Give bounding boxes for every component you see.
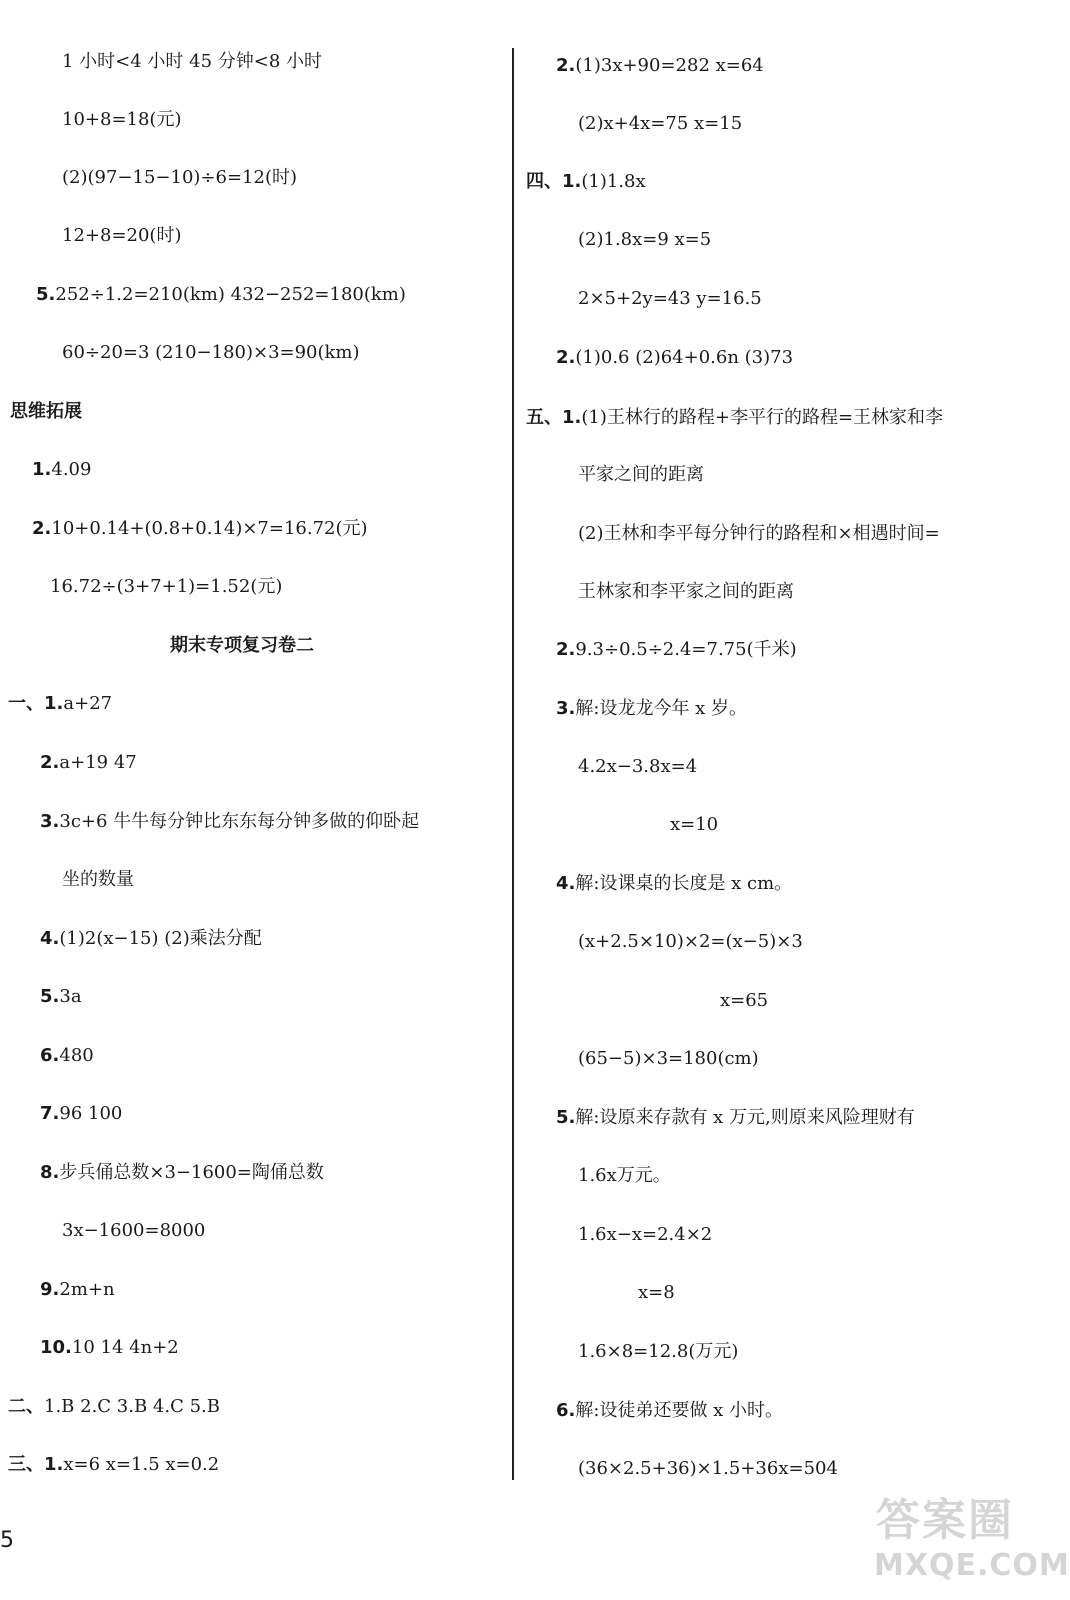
answer-line: 五、1.(1)王林行的路程+李平行的路程=王林家和李 <box>526 407 944 428</box>
answer-line: 1.6x−x=2.4×2 <box>578 1224 713 1245</box>
answer-line: (2)1.8x=9 x=5 <box>578 229 712 250</box>
answer-line: 9.2m+n <box>40 1279 115 1300</box>
answer-line: 3x−1600=8000 <box>62 1220 206 1241</box>
answer-line: 2.a+19 47 <box>40 752 137 773</box>
answer-line: (65−5)×3=180(cm) <box>578 1048 759 1069</box>
answer-line: 3.3c+6 牛牛每分钟比东东每分钟多做的仰卧起 <box>40 811 420 832</box>
answer-line: 2.(1)0.6 (2)64+0.6n (3)73 <box>556 347 794 368</box>
answer-line: 60÷20=3 (210−180)×3=90(km) <box>62 342 360 363</box>
answer-line: 2×5+2y=43 y=16.5 <box>578 288 762 309</box>
answer-line: 5.解:设原来存款有 x 万元,则原来风险理财有 <box>556 1107 915 1128</box>
answer-line: (x+2.5×10)×2=(x−5)×3 <box>578 931 803 952</box>
answer-line: 平家之间的距离 <box>578 464 704 485</box>
answer-line: 1.4.09 <box>32 459 92 480</box>
answer-line: 12+8=20(时) <box>62 225 182 246</box>
column-divider <box>512 48 514 1480</box>
answer-line: 4.2x−3.8x=4 <box>578 756 698 777</box>
answer-line: 7.96 100 <box>40 1103 123 1124</box>
answer-line: x=10 <box>670 814 719 835</box>
answer-line: 2.10+0.14+(0.8+0.14)×7=16.72(元) <box>32 518 368 539</box>
answer-line: 3.解:设龙龙今年 x 岁。 <box>556 698 748 719</box>
answer-line: 16.72÷(3+7+1)=1.52(元) <box>50 576 283 597</box>
answer-line: 二、1.B 2.C 3.B 4.C 5.B <box>8 1396 220 1417</box>
answer-line: 5.3a <box>40 986 82 1007</box>
answer-line: 4.解:设课桌的长度是 x cm。 <box>556 873 793 894</box>
answer-line: 2.9.3÷0.5÷2.4=7.75(千米) <box>556 639 797 660</box>
answer-line: 8.步兵俑总数×3−1600=陶俑总数 <box>40 1162 324 1183</box>
answer-line: 5.252÷1.2=210(km) 432−252=180(km) <box>36 284 406 305</box>
page-title: 期末专项复习卷二 <box>170 635 314 656</box>
answer-line: 坐的数量 <box>62 869 134 890</box>
answer-line: x=8 <box>638 1282 675 1303</box>
answer-line: (36×2.5+36)×1.5+36x=504 <box>578 1458 838 1479</box>
page-number: 5 <box>0 1528 14 1553</box>
answer-line: 1.6x万元。 <box>578 1165 671 1186</box>
answer-line: (2)王林和李平每分钟行的路程和×相遇时间= <box>578 523 940 544</box>
answer-line: 一、1.a+27 <box>8 693 113 714</box>
watermark-text: 答案圈 <box>876 1495 1014 1546</box>
answer-line: x=65 <box>720 990 769 1011</box>
answer-line: 6.480 <box>40 1045 94 1066</box>
answer-line: 6.解:设徒弟还要做 x 小时。 <box>556 1400 784 1421</box>
answer-line: 四、1.(1)1.8x <box>526 171 646 192</box>
answer-line: 1.6×8=12.8(万元) <box>578 1341 739 1362</box>
section-heading: 思维拓展 <box>10 401 82 422</box>
answer-line: (2)(97−15−10)÷6=12(时) <box>62 167 297 188</box>
answer-line: 2.(1)3x+90=282 x=64 <box>556 55 764 76</box>
watermark-url: MXQE.COM <box>874 1548 1070 1583</box>
watermark-logo <box>870 1484 1070 1596</box>
answer-line: (2)x+4x=75 x=15 <box>578 113 743 134</box>
answer-line: 4.(1)2(x−15) (2)乘法分配 <box>40 928 262 949</box>
answer-line: 王林家和李平家之间的距离 <box>578 581 794 602</box>
answer-line: 三、1.x=6 x=1.5 x=0.2 <box>8 1454 220 1475</box>
answer-line: 10.10 14 4n+2 <box>40 1337 179 1358</box>
answer-line: 1 小时<4 小时 45 分钟<8 小时 <box>62 51 323 72</box>
answer-line: 10+8=18(元) <box>62 109 182 130</box>
